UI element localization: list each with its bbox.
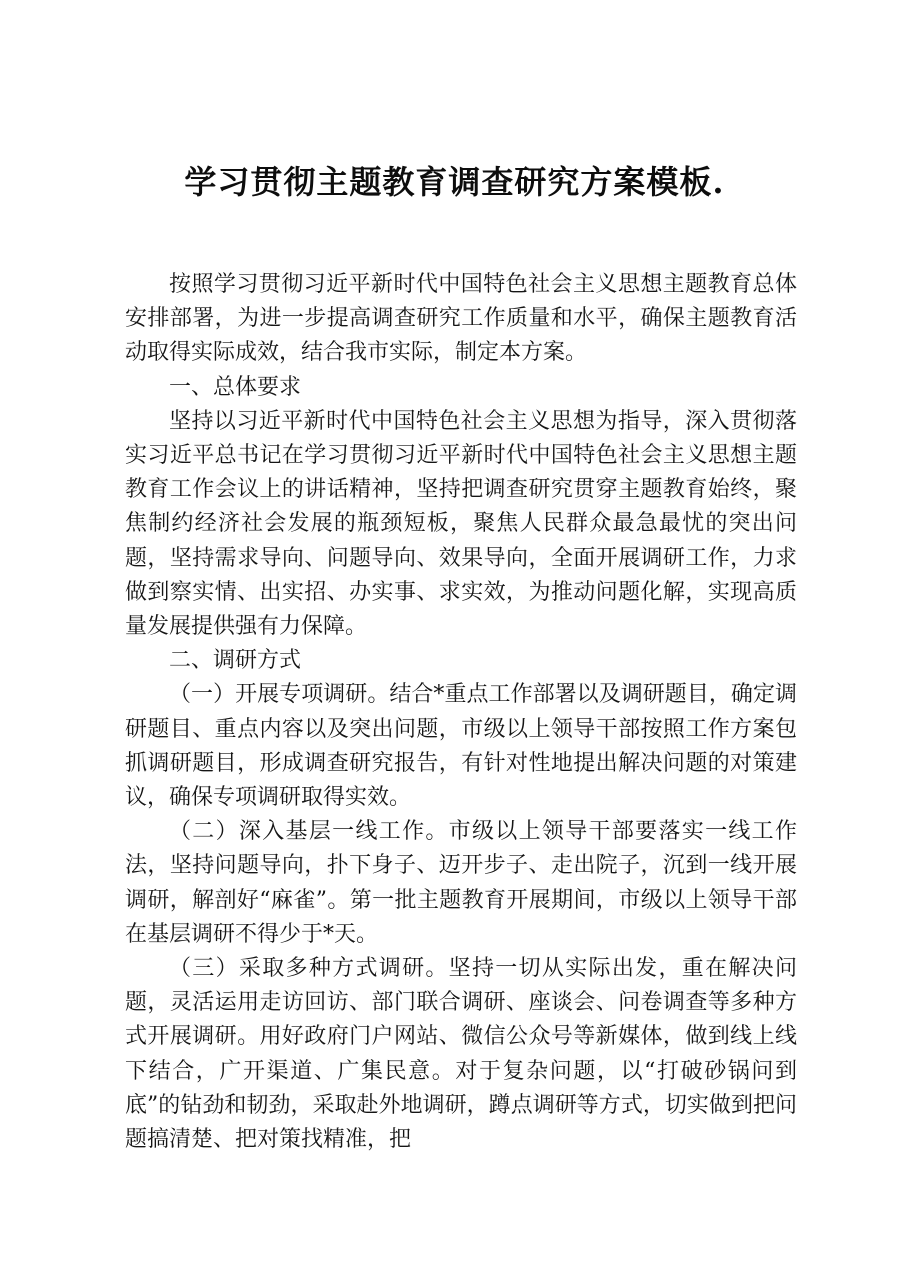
document-body xyxy=(125,268,797,1157)
method-paragraph-multiple-methods: （三）采取多种方式调研。坚持一切从实际出发，重在解决问题，灵活运用走访回访、部门联合调研、座谈会、问卷调查等多种方式开展调研。用好政府门户网站、微信公众号等新媒体，做到线上线下结合，广开渠道、广集民意。对于复杂问题，以“打破砂锅问到底”的钻劲和韧劲，采取赴外地调研，蹲点调研等方式，切实做到把问题搞清楚、把对策找精准，把 xyxy=(125,956,797,1153)
document-title: 学习贯彻主题教育调查研究方案模板. xyxy=(184,163,725,201)
method-paragraph-special-research: （一）开展专项调研。结合*重点工作部署以及调研题目，确定调研题目、重点内容以及突出问题，市级以上领导干部按照工作方案包抓调研题目，形成调查研究报告，有针对性地提出解决问题的对策建议，确保专项调研取得实效。 xyxy=(125,682,797,811)
section-heading-general-requirements: 一、总体要求 xyxy=(169,374,302,400)
general-requirements-paragraph: 坚持以习近平新时代中国特色社会主义思想为指导，深入贯彻落实习近平总书记在学习贯彻习近平新时代中国特色社会主义思想主题教育工作会议上的讲话精神，坚持把调查研究贯穿主题教育始终，聚焦制约经济社会发展的瓶颈短板，聚焦人民群众最急最忧的突出问题，坚持需求导向、问题导向、效果导向，全面开展调研工作，力求做到察实情、出实招、办实事、求实效，为推动问题化解，实现高质量发展提供强有力保障。 xyxy=(125,408,797,640)
method-paragraph-grassroots-work: （二）深入基层一线工作。市级以上领导干部要落实一线工作法，坚持问题导向，扑下身子、迈开步子、走出院子，沉到一线开展调研，解剖好“麻雀”。第一批主题教育开展期间，市级以上领导干部在基层调研不得少于*天。 xyxy=(125,819,797,947)
section-heading-research-methods: 二、调研方式 xyxy=(169,648,302,674)
intro-paragraph: 按照学习贯彻习近平新时代中国特色社会主义思想主题教育总体安排部署，为进一步提高调查研究工作质量和水平，确保主题教育活动取得实际成效，结合我市实际，制定本方案。 xyxy=(125,272,797,366)
